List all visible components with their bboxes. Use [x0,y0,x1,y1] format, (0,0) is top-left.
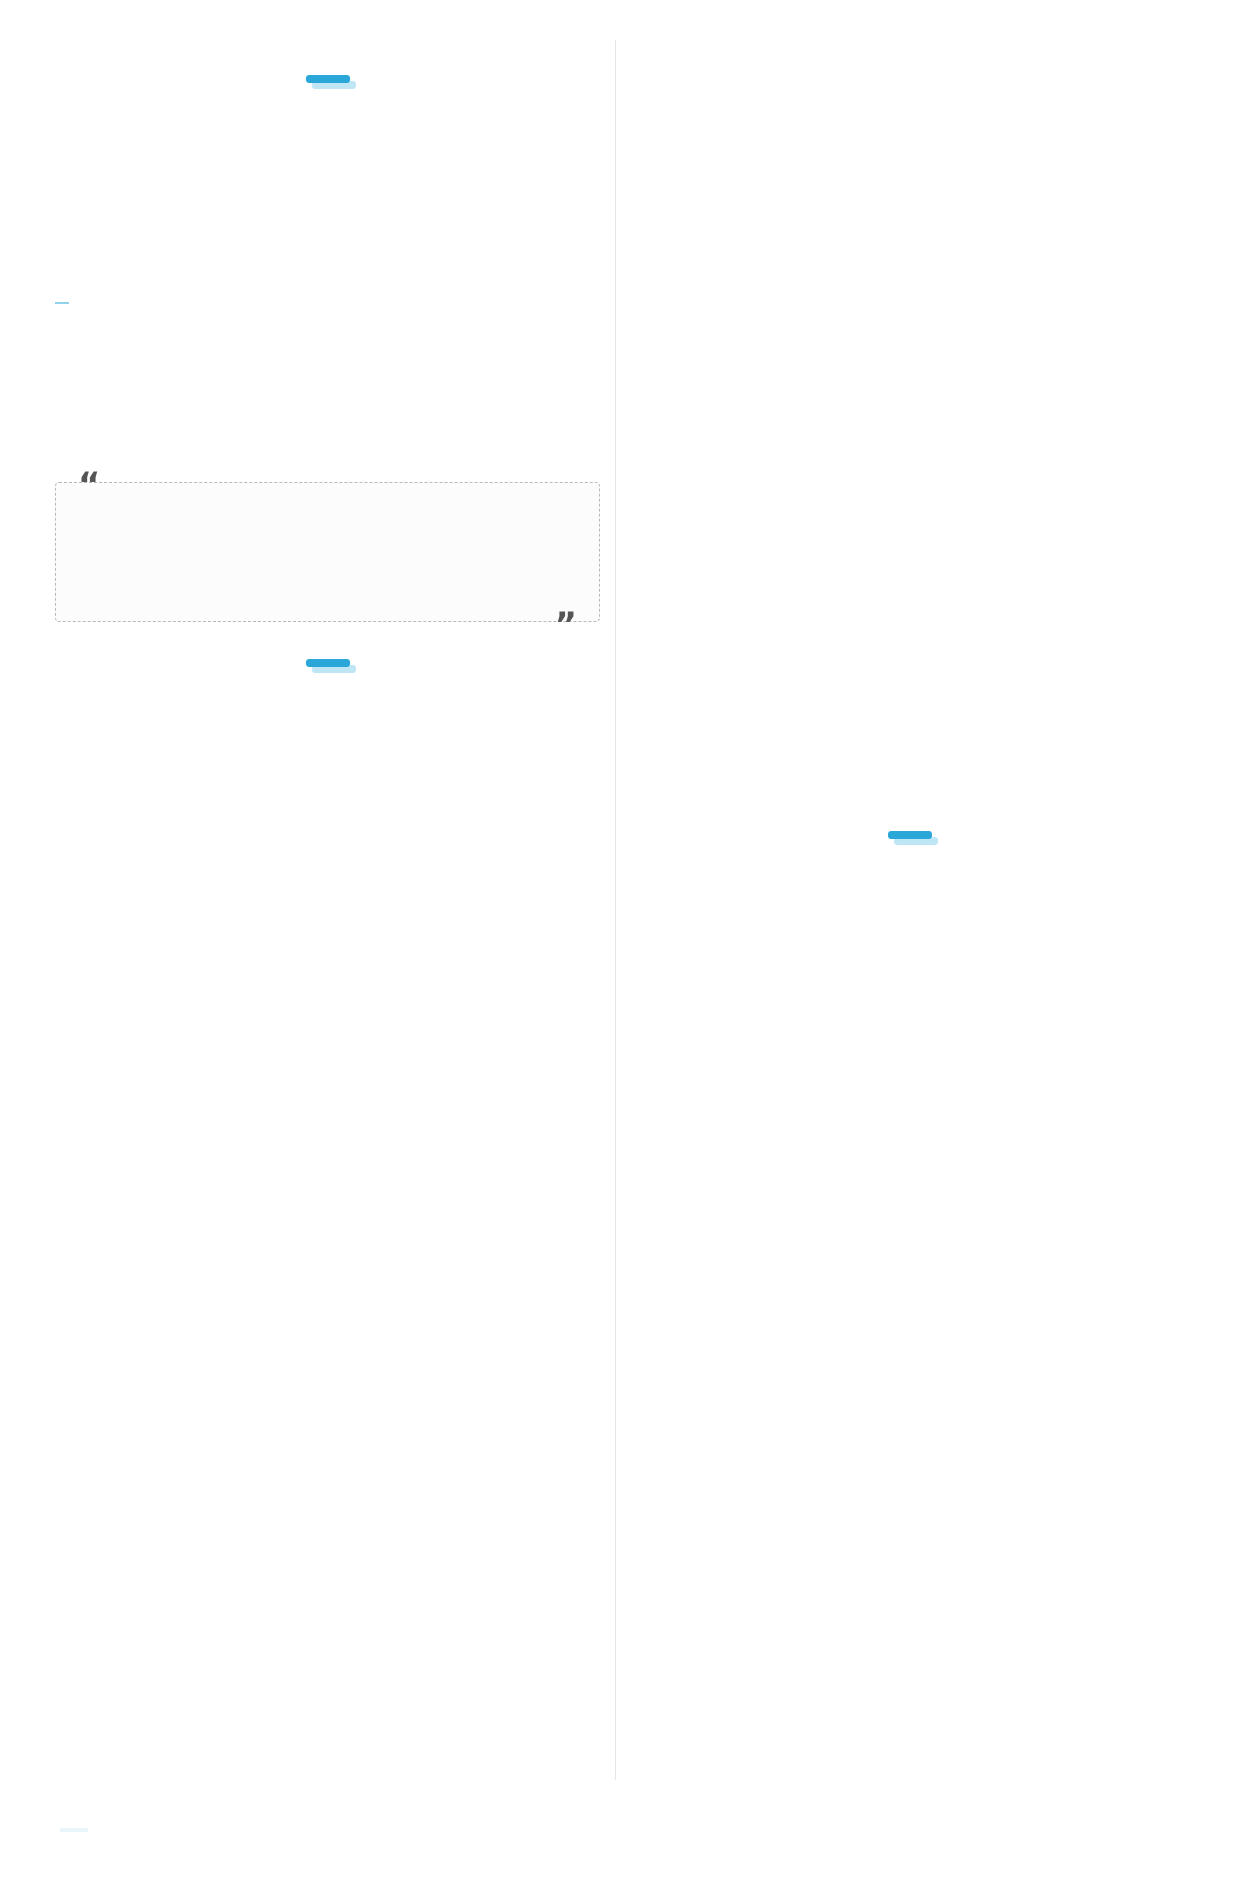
q11-note4 [630,678,1190,720]
q3-line3 [55,988,600,1030]
q24-a2-line3 [55,236,600,278]
q8-line2 [630,174,1190,216]
q11 [630,510,1190,552]
q14-note3 [630,1076,1190,1118]
section-banner-1 [55,632,600,694]
method-tip [55,278,600,320]
q6-line2 [55,1282,600,1324]
q2-line3 [55,862,600,904]
q1 [55,736,600,778]
section-heading-1 [55,694,600,736]
q24-a1 [55,110,600,152]
q15-line4 [630,1328,1190,1370]
q2-line2 [55,820,600,862]
q14-note5 [630,1160,1190,1202]
section-banner-2 [630,804,1190,866]
q11-note1 [630,552,1190,594]
q4-line2 [55,1072,600,1114]
q4-line1 [55,1030,600,1072]
q11-note2 [630,594,1190,636]
q8-line1 [630,132,1190,174]
q24-a2 [55,152,600,194]
q16-line4 [630,1496,1190,1538]
q14-note4 [630,1118,1190,1160]
page-footer [60,1805,128,1855]
box-line2 [66,531,589,573]
banner-label [306,75,350,83]
column-divider [615,40,616,1780]
method-tip-line2 [55,320,600,362]
q16-line7 [630,1622,1190,1664]
box-line1 [66,489,589,531]
q10-line3 [630,426,1190,468]
q7-line1 [630,48,1190,90]
method-tag [55,302,69,304]
q16-note1 [630,1664,1190,1706]
box-line3 [66,573,589,615]
q16-line5 [630,1538,1190,1580]
q24-a2-line2 [55,194,600,236]
reading-method-box [55,465,600,645]
q3-line1 [55,904,600,946]
q11-note3 [630,636,1190,678]
q5-line1 [55,1114,600,1156]
q10-line1 [630,342,1190,384]
q10-line4 [630,468,1190,510]
q15-line3 [630,1286,1190,1328]
q3-line2 [55,946,600,988]
q12-line2 [630,762,1190,804]
q16-note2 [630,1706,1190,1748]
section-banner-3 [55,48,600,110]
banner-label [888,831,932,839]
chapter-heading [55,404,600,476]
q13-line1 [630,866,1190,908]
q14 [630,950,1190,992]
q14-note1 [630,992,1190,1034]
q24-a3 [55,362,600,404]
q14-note2 [630,1034,1190,1076]
q12-line1 [630,720,1190,762]
q16-line3 [630,1454,1190,1496]
section-heading-2 [630,258,1190,300]
q10-line2 [630,384,1190,426]
q16-line1 [630,1370,1190,1412]
right-column [630,48,1190,1790]
banner-label [306,659,350,667]
q5-line2 [55,1156,600,1198]
q8-line3 [630,216,1190,258]
close-quote-icon: ” [554,605,577,645]
q7-line2 [630,90,1190,132]
q15-line1 [630,1202,1190,1244]
q15-line2 [630,1244,1190,1286]
left-column [55,48,600,1324]
q6-line1 [55,1240,600,1282]
q9 [630,300,1190,342]
q16-note3 [630,1748,1190,1790]
q16-line2 [630,1412,1190,1454]
q5-line3 [55,1198,600,1240]
open-quote-icon: “ [78,465,101,505]
page-number [60,1828,88,1832]
q13-line2 [630,908,1190,950]
q2-line1 [55,778,600,820]
q16-line6 [630,1580,1190,1622]
